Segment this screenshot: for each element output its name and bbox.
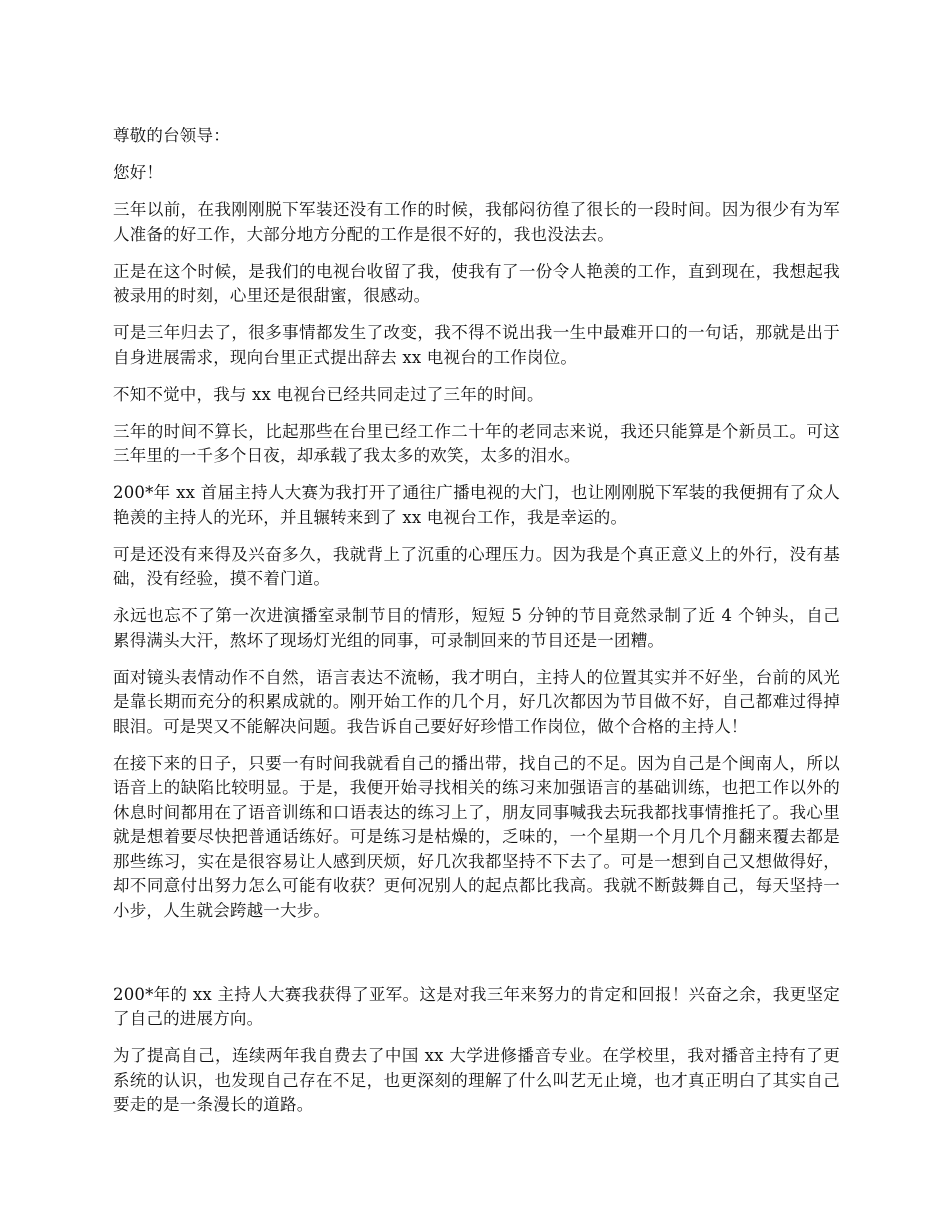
paragraph: 在接下来的日子，只要一有时间我就看自己的播出带，找自己的不足。因为自己是个闽南人，所以语音上的缺陷比较明显。于是，我便开始寻找相关的练习来加强语言的基础训练，也把工作以外的休息时间都用在了语音训练和口语表达的练习上了，朋友同事喊我去玩我都找事情推托了。我心里就是想着要尽快把普通话练好。可是练习是枯燥的，乏味的，一个星期一个月几个月翻来覆去都是那些练习，实在是很容易让人感到厌烦，好几次我都坚持不下去了。可是一想到自己又想做得好，却不同意付出努力怎么可能有收获？更何况别人的起点都比我高。我就不断鼓舞自己，每天坚持一小步，人生就会跨越一大步。: [113, 753, 840, 920]
paragraph: 200*年的 xx 主持人大赛我获得了亚军。这是对我三年来努力的肯定和回报！兴奋之余，我更坚定了自己的进展方向。: [113, 984, 840, 1028]
greeting: 您好！: [113, 163, 164, 182]
paragraph: 三年以前，在我刚刚脱下军装还没有工作的时候，我郁闷彷徨了很长的一段时间。因为很少有为军人准备的好工作，大部分地方分配的工作是很不好的，我也没法去。: [113, 200, 840, 244]
blank-gap: [113, 936, 840, 983]
paragraph: 永远也忘不了第一次进演播室录制节目的情形，短短 5 分钟的节目竟然录制了近 4 个钟头，自己累得满头大汗，熬坏了现场灯光组的同事，可录制回来的节目还是一团糟。: [113, 606, 840, 650]
letter-body: [113, 124, 840, 1130]
paragraph: 不知不觉中，我与 xx 电视台已经共同走过了三年的时间。: [113, 384, 544, 404]
paragraph: 正是在这个时候，是我们的电视台收留了我，使我有了一份令人艳羡的工作，直到现在，我想起我被录用的时刻，心里还是很甜蜜，很感动。: [113, 261, 840, 305]
paragraph: 面对镜头表情动作不自然，语言表达不流畅，我才明白，主持人的位置其实并不好坐，台前的风光是靠长期而充分的积累成就的。刚开始工作的几个月，好几次都因为节目做不好，自己都难过得掉眼泪。可是哭又不能解决问题。我告诉自己要好好珍惜工作岗位，做个合格的主持人！: [113, 667, 840, 736]
paragraph: 为了提高自己，连续两年我自费去了中国 xx 大学进修播音专业。在学校里，我对播音主持有了更系统的认识，也发现自己存在不足，也更深刻的理解了什么叫艺无止境，也才真正明白了其实自己要走的是一条漫长的道路。: [113, 1046, 840, 1114]
paragraph: 200*年 xx 首届主持人大赛为我打开了通往广播电视的大门，也让刚刚脱下军装的我便拥有了众人艳羡的主持人的光环，并且辗转来到了 xx 电视台工作，我是幸运的。: [113, 483, 840, 527]
paragraph: 可是三年归去了，很多事情都发生了改变，我不得不说出我一生中最难开口的一句话，那就是出于自身进展需求，现向台里正式提出辞去 xx 电视台的工作岗位。: [113, 323, 840, 367]
paragraph: 可是还没有来得及兴奋多久，我就背上了沉重的心理压力。因为我是个真正意义上的外行，没有基础，没有经验，摸不着门道。: [113, 544, 840, 588]
paragraph: 三年的时间不算长，比起那些在台里已经工作二十年的老同志来说，我还只能算是个新员工。可这三年里的一千多个日夜，却承载了我太多的欢笑，太多的泪水。: [113, 421, 840, 465]
salutation: 尊敬的台领导：: [113, 126, 230, 145]
